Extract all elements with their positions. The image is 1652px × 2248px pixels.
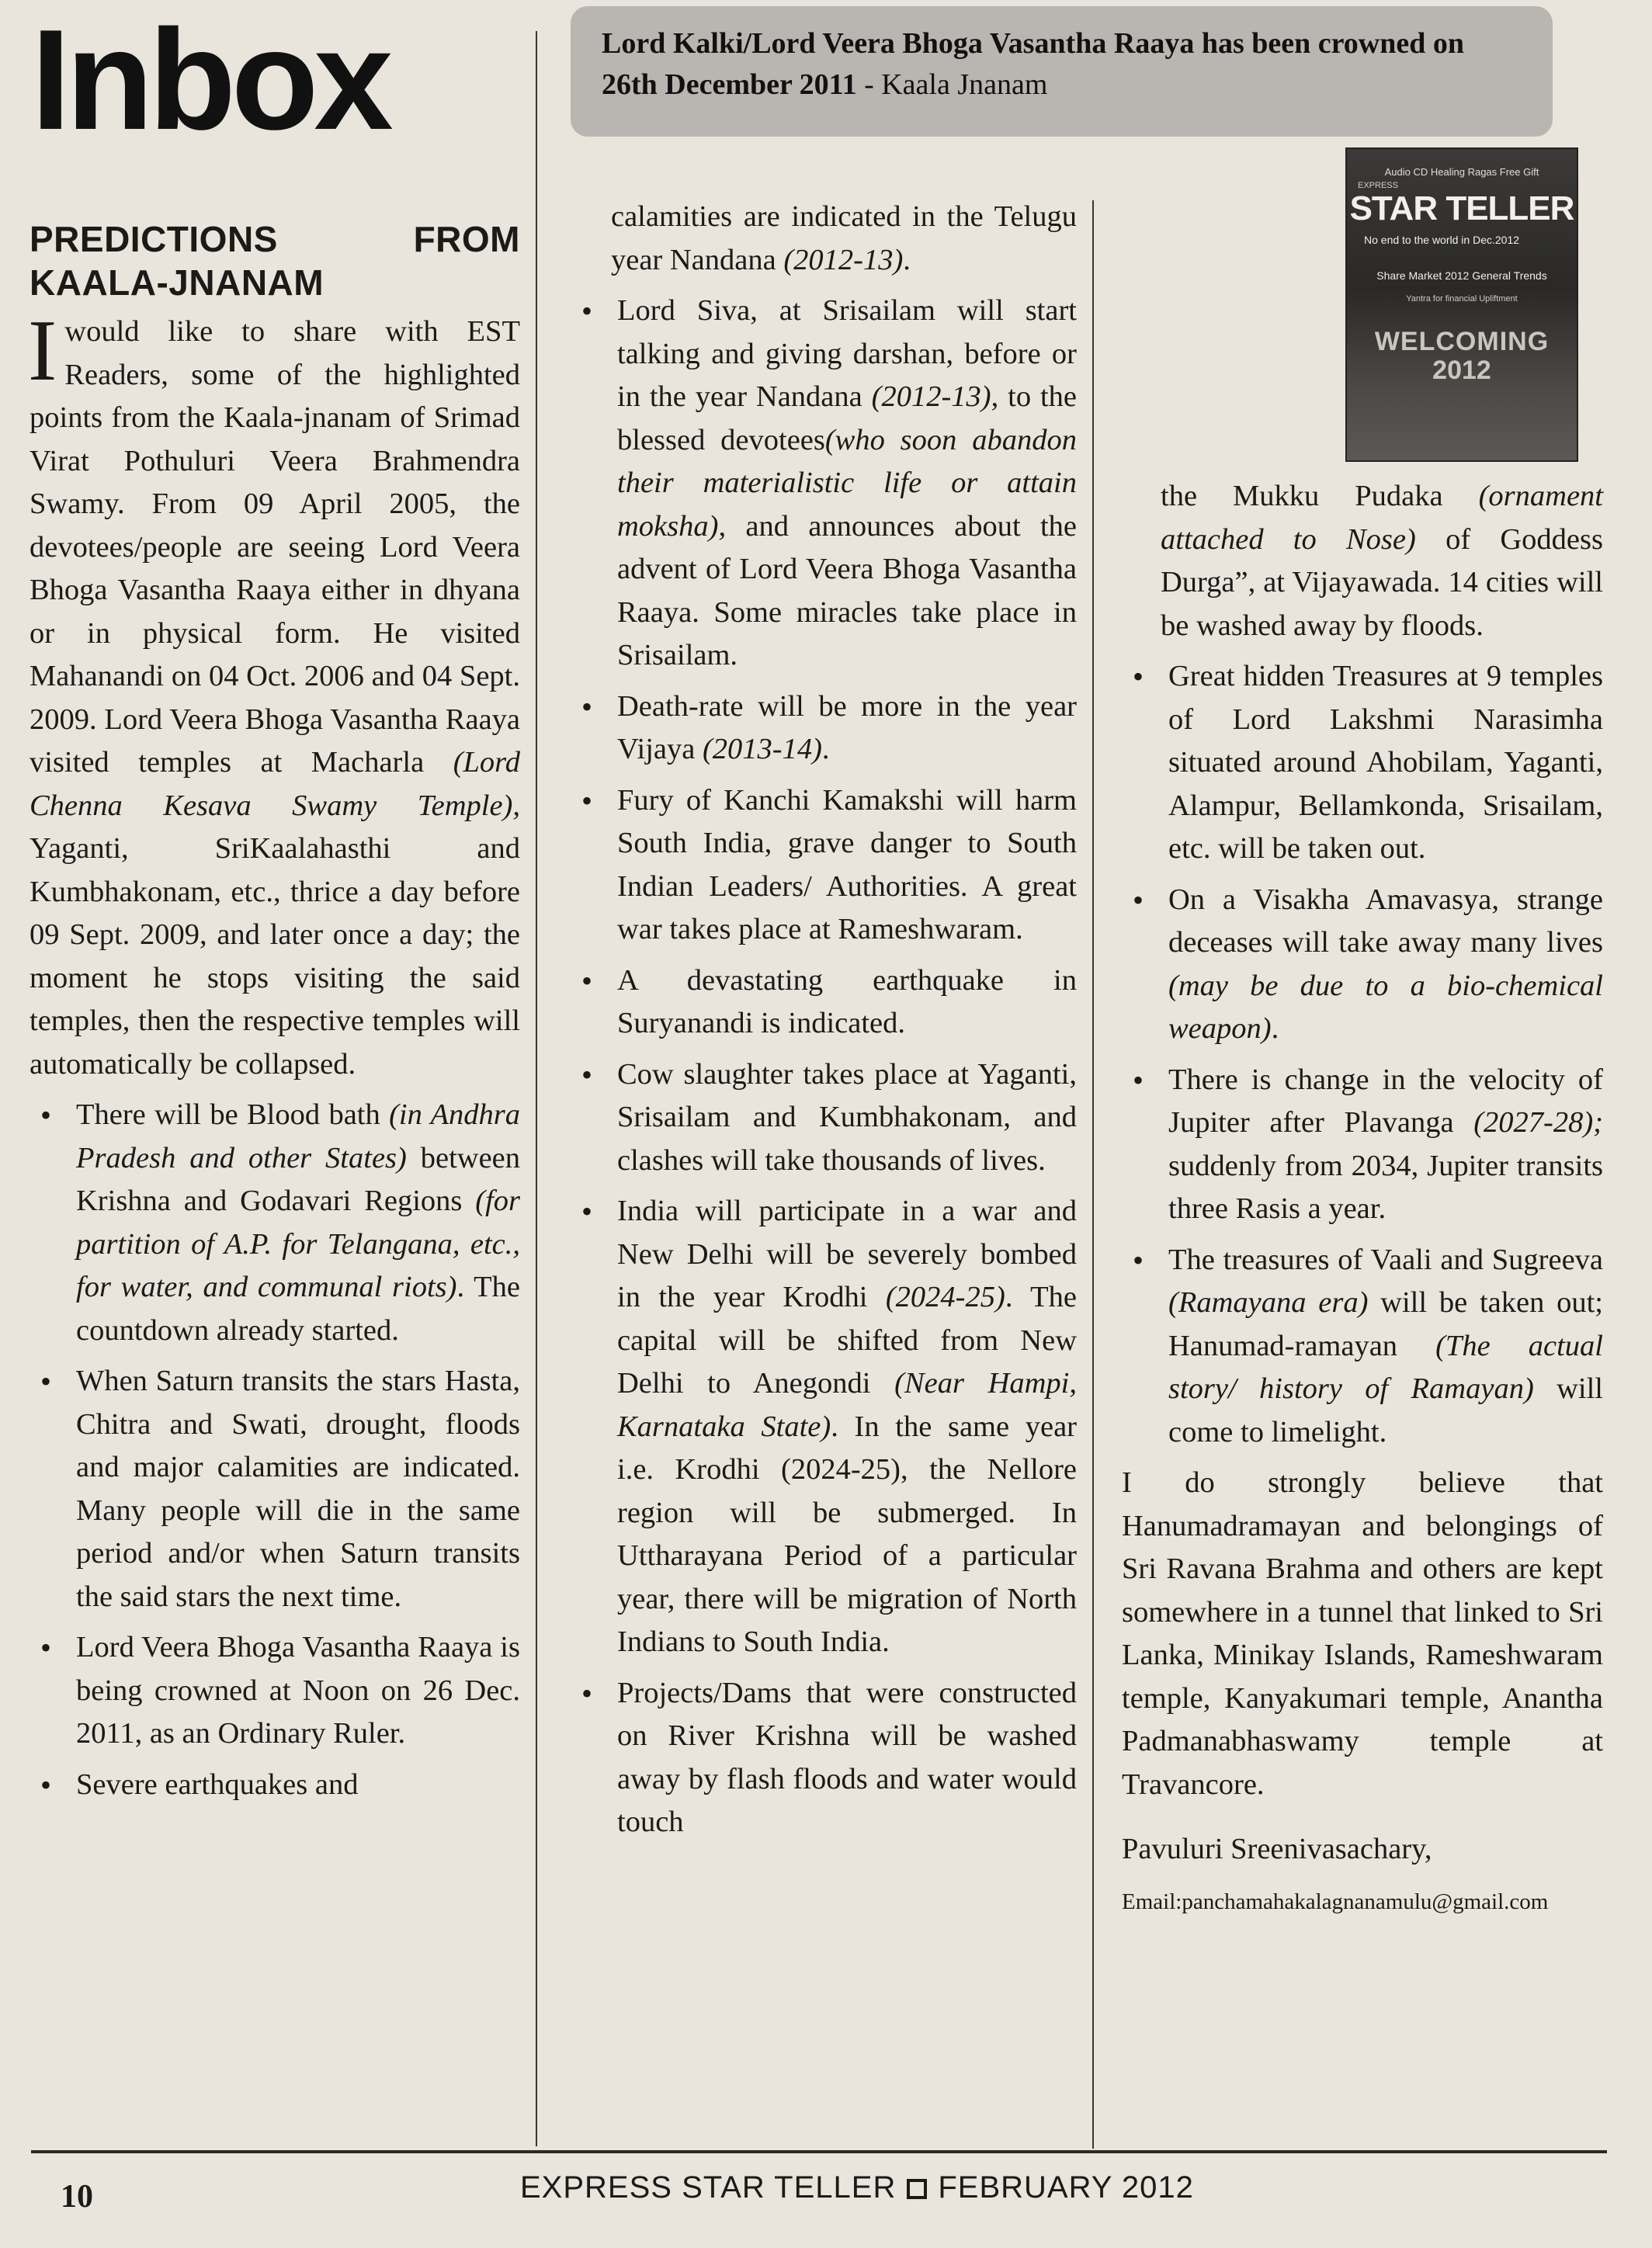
email-label: Email: bbox=[1122, 1889, 1182, 1914]
footer-rule bbox=[31, 2150, 1607, 2153]
email-address[interactable]: panchamahakalagnanamulu@gmail.com bbox=[1182, 1889, 1549, 1914]
list-item: • A devastating earthquake in Suryanandi is indicated. bbox=[571, 959, 1077, 1046]
signature: Pavuluri Sreenivasachary, bbox=[1122, 1833, 1432, 1865]
drop-cap: I bbox=[28, 303, 57, 399]
square-separator-icon bbox=[907, 2179, 927, 2199]
footer-publication-line bbox=[520, 2170, 1194, 2205]
cover-brand-small: EXPRESS bbox=[1358, 181, 1398, 190]
intro-paragraph: Iwould like to share with EST Readers, some of the highlighted points from the Kaala-jnanam of Srimad Virat Pothuluri Veera Brahmendra Swamy. From 09 April 2005, the devotees/people are seeing Lord Veera Bhoga Vasantha Raaya either in dhyana or in physical form. He visited Mahanandi on 04 Oct. 2006 and 04 Sept. 2009. Lord Veera Bhoga Vasantha Raaya visited temples at Macharla (Lord Chenna Kesava Swamy Temple), Yaganti, SriKaalahasthi and Kumbhakonam, etc., thrice a day before 09 Sept. 2009, and later once a day; the moment he stops visiting the said temples, then the respective temples will automatically be collapsed. bbox=[28, 303, 520, 1081]
cover-tagline: No end to the world in Dec.2012 bbox=[1364, 234, 1520, 246]
list-item: • On a Visakha Amavasya, strange deceases will take away many lives (may be due to a bio-chemical weapon). bbox=[1122, 879, 1603, 1051]
list-item: • Projects/Dams that were constructed on River Krishna will be washed away by flash floods and water would touch bbox=[571, 1672, 1077, 1844]
list-item: • Lord Veera Bhoga Vasantha Raaya is being crowned at Noon on 26 Dec. 2011, as an Ordinary Ruler. bbox=[30, 1626, 520, 1756]
column-1 bbox=[30, 217, 520, 1806]
column-1-bullets bbox=[30, 1094, 520, 1806]
email-line bbox=[1122, 1881, 1603, 1924]
column-3-lead: the Mukku Pudaka (ornament attached to Nose) of Goddess Durga”, at Vijayawada. 14 cities will be washed away by floods. bbox=[1161, 480, 1603, 642]
list-item: • When Saturn transits the stars Hasta, Chitra and Swati, drought, floods and major calamities are indicated. Many people will die in the same period and/or when Saturn transits the said stars the next time. bbox=[30, 1360, 520, 1618]
cover-top-line: Audio CD Healing Ragas Free Gift bbox=[1384, 166, 1539, 178]
magazine-cover-image bbox=[1345, 147, 1578, 462]
masthead-title: Inbox bbox=[31, 0, 389, 159]
footer-issue: FEBRUARY 2012 bbox=[938, 2170, 1194, 2205]
column-rule-2 bbox=[1092, 200, 1094, 2149]
list-item: • The treasures of Vaali and Sugreeva (Ramayana era) will be taken out; Hanumad-ramayan (The actual story/ history of Ramayan) will come to limelight. bbox=[1122, 1239, 1603, 1455]
page-number: 10 bbox=[61, 2179, 93, 2215]
list-item: • Great hidden Treasures at 9 temples of Lord Lakshmi Narasimha situated around Ahobilam, Yaganti, Alampur, Bellamkonda, Srisailam, etc. will be taken out. bbox=[1122, 655, 1603, 871]
pull-quote-source: Kaala Jnanam bbox=[881, 68, 1048, 102]
pull-quote-text: Lord Kalki/Lord Veera Bhoga Vasantha Raaya has been crowned on 26th December 2011 bbox=[602, 27, 1464, 102]
list-item: • There is change in the velocity of Jupiter after Plavanga (2027-28); suddenly from 2034, Jupiter transits three Rasis a year. bbox=[1122, 1059, 1603, 1231]
list-item: • Fury of Kanchi Kamakshi will harm South India, grave danger to South Indian Leaders/ Authorities. A great war takes place at Rameshwaram. bbox=[571, 779, 1077, 952]
cover-brand: STAR TELLER bbox=[1349, 189, 1574, 227]
cover-year: 2012 bbox=[1432, 356, 1491, 385]
list-item: • Lord Siva, at Srisailam will start talking and giving darshan, before or in the year Nandana (2012-13), to the blessed devotees(who soon abandon their materialistic life or attain moksha), and announces about the advent of Lord Veera Bhoga Vasantha Raaya. Some miracles take place in Srisailam. bbox=[571, 290, 1077, 678]
list-item: • There will be Blood bath (in Andhra Pradesh and other States) between Krishna and Godavari Regions (for partition of A.P. for Telangana, etc., for water, and communal riots). The countdown already started. bbox=[30, 1094, 520, 1352]
article-heading: PREDICTIONS FROM KAALA-JNANAM bbox=[30, 219, 520, 303]
column-rule-1 bbox=[536, 31, 537, 2146]
list-item: • Severe earthquakes and bbox=[30, 1764, 520, 1807]
column-3-bullets bbox=[1122, 655, 1603, 1454]
list-item: • Death-rate will be more in the year Vijaya (2013-14). bbox=[571, 685, 1077, 772]
footer-publication: EXPRESS STAR TELLER bbox=[520, 2170, 897, 2205]
list-item: • Cow slaughter takes place at Yaganti, Srisailam and Kumbhakonam, and clashes will take thousands of lives. bbox=[571, 1053, 1077, 1183]
cover-section: Share Market 2012 General Trends bbox=[1376, 269, 1547, 282]
column-2-lead: calamities are indicated in the Telugu year Nandana (2012-13). bbox=[611, 200, 1077, 276]
cover-welcome: WELCOMING bbox=[1374, 327, 1550, 356]
column-3 bbox=[1122, 475, 1603, 1924]
list-item: • India will participate in a war and New Delhi will be severely bombed in the year Krodhi (2024-25). The capital will be shifted from New Delhi to Anegondi (Near Hampi, Karnataka State). In the same year i.e. Krodhi (2024-25), the Nellore region will be submerged. In Uttharayana Period of a particular year, there will be migration of North Indians to South India. bbox=[571, 1190, 1077, 1664]
column-2-bullets bbox=[571, 290, 1077, 1844]
column-2 bbox=[571, 196, 1077, 1844]
pull-quote bbox=[571, 6, 1553, 137]
cover-sub: Yantra for financial Upliftment bbox=[1406, 294, 1518, 304]
closing-paragraph: I do strongly believe that Hanumadramayan and belongings of Sri Ravana Brahma and others are kept somewhere in a tunnel that linked to Sri Lanka, Minikay Islands, Rameshwaram temple, Kanyakumari temple, Anantha Padmanabhaswamy temple at Travancore. bbox=[1122, 1466, 1603, 1801]
pull-quote-dash: - bbox=[856, 68, 882, 102]
